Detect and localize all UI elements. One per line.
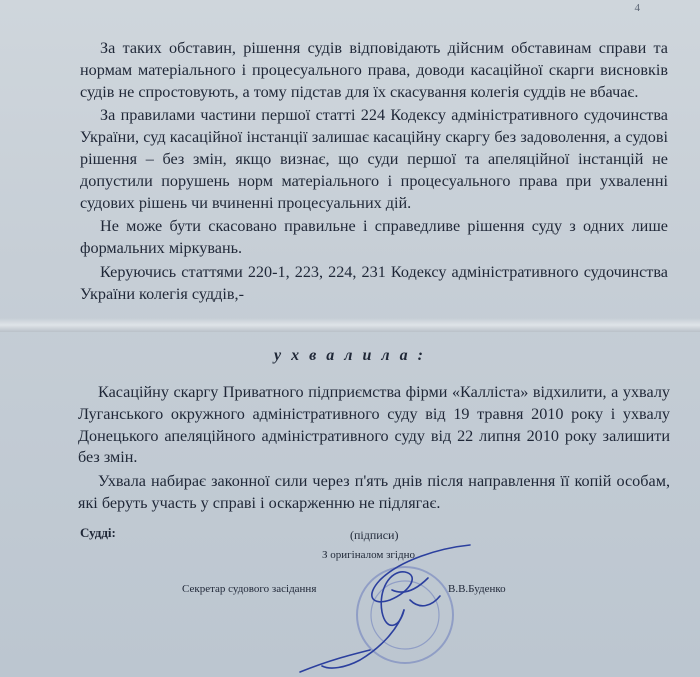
paragraph: За таких обставин, рішення судів відповідають дійсним обставинам справи та нормам матеріального і процесуального права, доводи касаційної скарги висновків судів не спростовують, а тому підстав для їх скасування колегія суддів не вбачає. xyxy=(80,39,668,101)
paragraph: Касаційну скаргу Приватного підприємства фірми «Калліста» відхилити, а ухвалу Луганського окружного адміністративного суду від 19 травня 2010 року і ухвалу Донецького апеляційного адміністративного суду від 22 липня 2010 року залишити без змін. xyxy=(78,383,670,467)
paragraph: Не може бути скасовано правильне і справедливе рішення суду з одних лише формальних міркувань. xyxy=(80,217,668,258)
decision-heading: у х в а л и л а : xyxy=(274,347,426,364)
handwritten-signature xyxy=(300,545,470,672)
paragraph: Ухвала набирає законної сили через п'ять днів після направлення її копій особам, які беруть участь у справі і оскарженню не підлягає. xyxy=(78,472,670,512)
paragraph: За правилами частини першої статті 224 Кодексу адміністративного судочинства України, суд касаційної інстанції залишає касаційну скаргу без задоволення, а судові рішення – без змін, якщо визнає, що суди першої та апеляційної інстанцій не допустили порушень норм матеріального і процесуального права при ухваленні судових рішень чи вчиненні процесуальних дій. xyxy=(80,106,668,212)
secretary-label: Секретар судового засідання xyxy=(182,583,317,595)
page-number: 4 xyxy=(634,2,640,14)
body-text xyxy=(80,38,668,308)
court-stamp xyxy=(357,567,453,663)
decision-text xyxy=(78,382,670,517)
judges-label: Судді: xyxy=(80,525,116,540)
secretary-name: В.В.Буденко xyxy=(448,583,506,595)
paragraph: Керуючись статтями 220-1, 223, 224, 231 Кодексу адміністративного судочинства України колегія суддів,- xyxy=(80,262,668,303)
paper-fold xyxy=(0,318,700,332)
original-note: З оригіналом згідно xyxy=(322,549,415,561)
signatures-note: (підписи) xyxy=(350,528,399,542)
